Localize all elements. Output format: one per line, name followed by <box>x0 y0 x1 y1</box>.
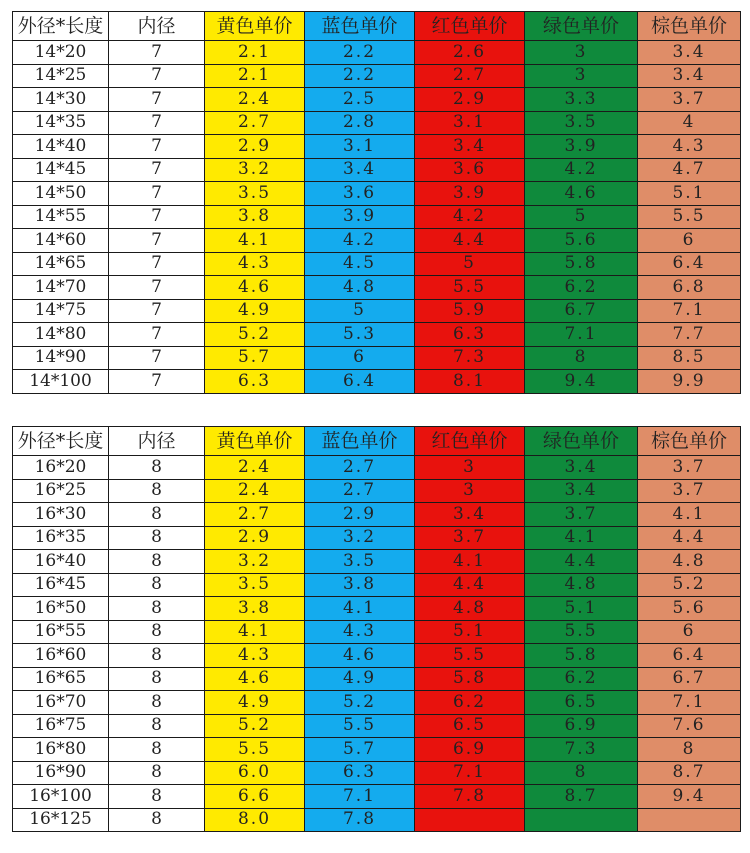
header-yellow-price: 黄色单价 <box>205 12 305 41</box>
cell-brown-price: 6.8 <box>638 276 741 300</box>
cell-size: 14*65 <box>13 252 109 276</box>
cell-brown-price: 6 <box>638 229 741 253</box>
cell-blue-price: 4.1 <box>305 597 415 621</box>
cell-inner-diameter: 7 <box>109 299 205 323</box>
cell-yellow-price: 4.9 <box>205 299 305 323</box>
cell-green-price: 4.2 <box>525 158 638 182</box>
cell-size: 16*90 <box>13 761 109 785</box>
cell-size: 14*90 <box>13 346 109 370</box>
cell-brown-price: 9.4 <box>638 785 741 809</box>
cell-yellow-price: 4.3 <box>205 252 305 276</box>
cell-red-price: 4.1 <box>415 550 525 574</box>
cell-green-price: 6.5 <box>525 691 638 715</box>
header-green-price: 绿色单价 <box>525 12 638 41</box>
cell-red-price: 4.2 <box>415 205 525 229</box>
cell-size: 16*25 <box>13 479 109 503</box>
cell-size: 14*60 <box>13 229 109 253</box>
cell-brown-price <box>638 808 741 832</box>
table-row <box>13 229 741 253</box>
cell-blue-price: 5.7 <box>305 738 415 762</box>
cell-inner-diameter: 8 <box>109 808 205 832</box>
cell-green-price: 3.5 <box>525 111 638 135</box>
cell-inner-diameter: 8 <box>109 550 205 574</box>
cell-green-price: 5.5 <box>525 620 638 644</box>
cell-yellow-price: 5.7 <box>205 346 305 370</box>
table-row <box>13 64 741 88</box>
cell-blue-price: 4.5 <box>305 252 415 276</box>
cell-green-price: 3 <box>525 41 638 65</box>
cell-brown-price: 4.8 <box>638 550 741 574</box>
table-row <box>13 88 741 112</box>
cell-brown-price: 5.1 <box>638 182 741 206</box>
table-row <box>13 808 741 832</box>
cell-brown-price: 8.5 <box>638 346 741 370</box>
table-row <box>13 323 741 347</box>
cell-blue-price: 4.6 <box>305 644 415 668</box>
cell-size: 16*40 <box>13 550 109 574</box>
table-row <box>13 111 741 135</box>
table-row <box>13 526 741 550</box>
cell-inner-diameter: 8 <box>109 620 205 644</box>
cell-brown-price: 5.2 <box>638 573 741 597</box>
cell-yellow-price: 2.4 <box>205 88 305 112</box>
cell-size: 14*45 <box>13 158 109 182</box>
cell-size: 16*45 <box>13 573 109 597</box>
cell-green-price: 6.2 <box>525 276 638 300</box>
cell-blue-price: 4.2 <box>305 229 415 253</box>
cell-green-price: 5.8 <box>525 252 638 276</box>
price-table-14mm <box>12 11 741 394</box>
table-row <box>13 667 741 691</box>
header-red-price: 红色单价 <box>415 12 525 41</box>
cell-inner-diameter: 7 <box>109 229 205 253</box>
cell-yellow-price: 3.8 <box>205 205 305 229</box>
cell-blue-price: 3.8 <box>305 573 415 597</box>
table-row <box>13 644 741 668</box>
cell-brown-price: 9.9 <box>638 370 741 394</box>
table-row <box>13 346 741 370</box>
cell-blue-price: 6.4 <box>305 370 415 394</box>
table-row <box>13 597 741 621</box>
cell-red-price: 3 <box>415 479 525 503</box>
header-size: 外径*长度 <box>13 12 109 41</box>
cell-green-price: 5.1 <box>525 597 638 621</box>
cell-green-price: 3.9 <box>525 135 638 159</box>
cell-size: 16*70 <box>13 691 109 715</box>
cell-green-price: 3.4 <box>525 456 638 480</box>
cell-red-price: 5.9 <box>415 299 525 323</box>
cell-green-price: 6.7 <box>525 299 638 323</box>
cell-inner-diameter: 7 <box>109 88 205 112</box>
cell-yellow-price: 5.2 <box>205 714 305 738</box>
cell-inner-diameter: 7 <box>109 276 205 300</box>
cell-blue-price: 5.2 <box>305 691 415 715</box>
cell-yellow-price: 2.1 <box>205 41 305 65</box>
cell-red-price: 5.5 <box>415 644 525 668</box>
cell-inner-diameter: 7 <box>109 41 205 65</box>
cell-brown-price: 5.5 <box>638 205 741 229</box>
cell-size: 16*60 <box>13 644 109 668</box>
cell-green-price: 9.4 <box>525 370 638 394</box>
cell-size: 14*100 <box>13 370 109 394</box>
cell-brown-price: 3.7 <box>638 88 741 112</box>
cell-inner-diameter: 7 <box>109 111 205 135</box>
cell-yellow-price: 4.1 <box>205 620 305 644</box>
table-row <box>13 479 741 503</box>
price-table-16mm <box>12 426 741 832</box>
cell-size: 14*75 <box>13 299 109 323</box>
cell-inner-diameter: 8 <box>109 667 205 691</box>
cell-green-price <box>525 808 638 832</box>
cell-blue-price: 7.1 <box>305 785 415 809</box>
header-inner-diameter: 内径 <box>109 12 205 41</box>
cell-green-price: 8 <box>525 346 638 370</box>
cell-size: 14*20 <box>13 41 109 65</box>
cell-yellow-price: 6.0 <box>205 761 305 785</box>
cell-green-price: 3.7 <box>525 503 638 527</box>
table-row <box>13 573 741 597</box>
header-yellow-price: 黄色单价 <box>205 427 305 456</box>
cell-blue-price: 4.9 <box>305 667 415 691</box>
table-row <box>13 135 741 159</box>
cell-yellow-price: 3.2 <box>205 550 305 574</box>
cell-brown-price: 8 <box>638 738 741 762</box>
cell-brown-price: 6.4 <box>638 252 741 276</box>
cell-red-price: 4.8 <box>415 597 525 621</box>
cell-size: 16*50 <box>13 597 109 621</box>
table-row <box>13 41 741 65</box>
cell-size: 16*30 <box>13 503 109 527</box>
cell-green-price: 5 <box>525 205 638 229</box>
cell-size: 14*55 <box>13 205 109 229</box>
header-brown-price: 棕色单价 <box>638 12 741 41</box>
cell-blue-price: 3.6 <box>305 182 415 206</box>
cell-yellow-price: 3.5 <box>205 182 305 206</box>
cell-brown-price: 4.1 <box>638 503 741 527</box>
cell-red-price: 5 <box>415 252 525 276</box>
table-row <box>13 503 741 527</box>
cell-brown-price: 4.3 <box>638 135 741 159</box>
cell-red-price: 6.5 <box>415 714 525 738</box>
cell-brown-price: 6 <box>638 620 741 644</box>
cell-green-price: 3.4 <box>525 479 638 503</box>
cell-green-price: 6.2 <box>525 667 638 691</box>
cell-size: 14*35 <box>13 111 109 135</box>
cell-inner-diameter: 8 <box>109 573 205 597</box>
table-row <box>13 456 741 480</box>
table-row <box>13 620 741 644</box>
cell-yellow-price: 8.0 <box>205 808 305 832</box>
cell-yellow-price: 3.5 <box>205 573 305 597</box>
cell-green-price: 5.8 <box>525 644 638 668</box>
cell-inner-diameter: 8 <box>109 691 205 715</box>
cell-inner-diameter: 8 <box>109 714 205 738</box>
table-row <box>13 158 741 182</box>
cell-size: 16*55 <box>13 620 109 644</box>
cell-green-price: 8 <box>525 761 638 785</box>
cell-size: 16*100 <box>13 785 109 809</box>
cell-red-price: 5.8 <box>415 667 525 691</box>
header-inner-diameter: 内径 <box>109 427 205 456</box>
cell-inner-diameter: 7 <box>109 158 205 182</box>
cell-size: 14*50 <box>13 182 109 206</box>
header-size: 外径*长度 <box>13 427 109 456</box>
cell-blue-price: 3.5 <box>305 550 415 574</box>
cell-brown-price: 6.7 <box>638 667 741 691</box>
cell-yellow-price: 2.9 <box>205 135 305 159</box>
cell-size: 14*80 <box>13 323 109 347</box>
cell-green-price: 4.6 <box>525 182 638 206</box>
cell-inner-diameter: 7 <box>109 205 205 229</box>
cell-yellow-price: 2.4 <box>205 456 305 480</box>
cell-blue-price: 2.8 <box>305 111 415 135</box>
cell-inner-diameter: 8 <box>109 644 205 668</box>
cell-brown-price: 7.7 <box>638 323 741 347</box>
cell-green-price: 7.3 <box>525 738 638 762</box>
cell-inner-diameter: 8 <box>109 761 205 785</box>
cell-green-price: 4.8 <box>525 573 638 597</box>
cell-blue-price: 2.5 <box>305 88 415 112</box>
table-row <box>13 276 741 300</box>
cell-yellow-price: 6.6 <box>205 785 305 809</box>
cell-red-price: 3.4 <box>415 503 525 527</box>
header-brown-price: 棕色单价 <box>638 427 741 456</box>
cell-inner-diameter: 7 <box>109 135 205 159</box>
cell-blue-price: 6.3 <box>305 761 415 785</box>
cell-yellow-price: 4.6 <box>205 667 305 691</box>
cell-brown-price: 7.6 <box>638 714 741 738</box>
header-blue-price: 蓝色单价 <box>305 12 415 41</box>
cell-red-price: 6.2 <box>415 691 525 715</box>
cell-blue-price: 2.7 <box>305 456 415 480</box>
table-row <box>13 714 741 738</box>
table-row <box>13 299 741 323</box>
cell-size: 14*30 <box>13 88 109 112</box>
cell-red-price: 6.9 <box>415 738 525 762</box>
cell-brown-price: 4.7 <box>638 158 741 182</box>
cell-yellow-price: 2.1 <box>205 64 305 88</box>
cell-red-price: 3.9 <box>415 182 525 206</box>
cell-red-price: 7.1 <box>415 761 525 785</box>
cell-red-price: 3.4 <box>415 135 525 159</box>
cell-blue-price: 3.2 <box>305 526 415 550</box>
cell-inner-diameter: 7 <box>109 370 205 394</box>
cell-green-price: 3 <box>525 64 638 88</box>
cell-size: 16*125 <box>13 808 109 832</box>
cell-yellow-price: 4.1 <box>205 229 305 253</box>
table-row <box>13 761 741 785</box>
header-blue-price: 蓝色单价 <box>305 427 415 456</box>
cell-blue-price: 6 <box>305 346 415 370</box>
cell-blue-price: 5.5 <box>305 714 415 738</box>
cell-inner-diameter: 7 <box>109 323 205 347</box>
cell-inner-diameter: 8 <box>109 738 205 762</box>
cell-brown-price: 3.7 <box>638 456 741 480</box>
header-red-price: 红色单价 <box>415 427 525 456</box>
table-row <box>13 205 741 229</box>
cell-red-price: 3 <box>415 456 525 480</box>
cell-red-price: 3.1 <box>415 111 525 135</box>
header-row <box>13 12 741 41</box>
cell-yellow-price: 2.7 <box>205 503 305 527</box>
cell-size: 16*80 <box>13 738 109 762</box>
cell-brown-price: 4.4 <box>638 526 741 550</box>
cell-red-price: 5.5 <box>415 276 525 300</box>
cell-blue-price: 4.3 <box>305 620 415 644</box>
table-row <box>13 691 741 715</box>
cell-green-price: 8.7 <box>525 785 638 809</box>
cell-inner-diameter: 7 <box>109 182 205 206</box>
cell-yellow-price: 3.8 <box>205 597 305 621</box>
cell-red-price: 2.7 <box>415 64 525 88</box>
cell-brown-price: 3.4 <box>638 41 741 65</box>
cell-blue-price: 2.7 <box>305 479 415 503</box>
cell-brown-price: 5.6 <box>638 597 741 621</box>
cell-red-price <box>415 808 525 832</box>
cell-red-price: 4.4 <box>415 573 525 597</box>
cell-size: 16*20 <box>13 456 109 480</box>
cell-brown-price: 7.1 <box>638 299 741 323</box>
cell-red-price: 7.3 <box>415 346 525 370</box>
cell-inner-diameter: 7 <box>109 252 205 276</box>
cell-blue-price: 3.1 <box>305 135 415 159</box>
cell-blue-price: 5 <box>305 299 415 323</box>
cell-green-price: 6.9 <box>525 714 638 738</box>
cell-size: 16*75 <box>13 714 109 738</box>
table-row <box>13 738 741 762</box>
cell-red-price: 8.1 <box>415 370 525 394</box>
cell-blue-price: 3.9 <box>305 205 415 229</box>
cell-inner-diameter: 7 <box>109 346 205 370</box>
cell-blue-price: 4.8 <box>305 276 415 300</box>
cell-yellow-price: 4.9 <box>205 691 305 715</box>
header-green-price: 绿色单价 <box>525 427 638 456</box>
cell-size: 14*40 <box>13 135 109 159</box>
cell-inner-diameter: 8 <box>109 503 205 527</box>
cell-blue-price: 5.3 <box>305 323 415 347</box>
cell-green-price: 4.1 <box>525 526 638 550</box>
cell-brown-price: 7.1 <box>638 691 741 715</box>
cell-blue-price: 7.8 <box>305 808 415 832</box>
cell-blue-price: 2.9 <box>305 503 415 527</box>
cell-green-price: 5.6 <box>525 229 638 253</box>
table-row <box>13 550 741 574</box>
cell-inner-diameter: 8 <box>109 456 205 480</box>
header-row <box>13 427 741 456</box>
table-row <box>13 370 741 394</box>
cell-size: 14*25 <box>13 64 109 88</box>
cell-yellow-price: 4.3 <box>205 644 305 668</box>
cell-size: 16*35 <box>13 526 109 550</box>
cell-red-price: 3.6 <box>415 158 525 182</box>
cell-red-price: 4.4 <box>415 229 525 253</box>
table-row <box>13 182 741 206</box>
cell-red-price: 6.3 <box>415 323 525 347</box>
cell-green-price: 4.4 <box>525 550 638 574</box>
cell-yellow-price: 5.2 <box>205 323 305 347</box>
cell-brown-price: 3.7 <box>638 479 741 503</box>
cell-blue-price: 3.4 <box>305 158 415 182</box>
cell-red-price: 7.8 <box>415 785 525 809</box>
cell-red-price: 5.1 <box>415 620 525 644</box>
cell-brown-price: 8.7 <box>638 761 741 785</box>
cell-inner-diameter: 8 <box>109 597 205 621</box>
cell-yellow-price: 5.5 <box>205 738 305 762</box>
table-row <box>13 252 741 276</box>
cell-inner-diameter: 8 <box>109 479 205 503</box>
cell-brown-price: 6.4 <box>638 644 741 668</box>
cell-yellow-price: 4.6 <box>205 276 305 300</box>
cell-green-price: 7.1 <box>525 323 638 347</box>
cell-brown-price: 3.4 <box>638 64 741 88</box>
cell-yellow-price: 2.7 <box>205 111 305 135</box>
cell-red-price: 3.7 <box>415 526 525 550</box>
cell-yellow-price: 2.9 <box>205 526 305 550</box>
cell-yellow-price: 3.2 <box>205 158 305 182</box>
cell-inner-diameter: 7 <box>109 64 205 88</box>
cell-inner-diameter: 8 <box>109 526 205 550</box>
table-row <box>13 785 741 809</box>
cell-size: 16*65 <box>13 667 109 691</box>
cell-yellow-price: 6.3 <box>205 370 305 394</box>
cell-brown-price: 4 <box>638 111 741 135</box>
cell-red-price: 2.6 <box>415 41 525 65</box>
cell-blue-price: 2.2 <box>305 41 415 65</box>
cell-blue-price: 2.2 <box>305 64 415 88</box>
cell-inner-diameter: 8 <box>109 785 205 809</box>
cell-green-price: 3.3 <box>525 88 638 112</box>
cell-yellow-price: 2.4 <box>205 479 305 503</box>
cell-size: 14*70 <box>13 276 109 300</box>
cell-red-price: 2.9 <box>415 88 525 112</box>
